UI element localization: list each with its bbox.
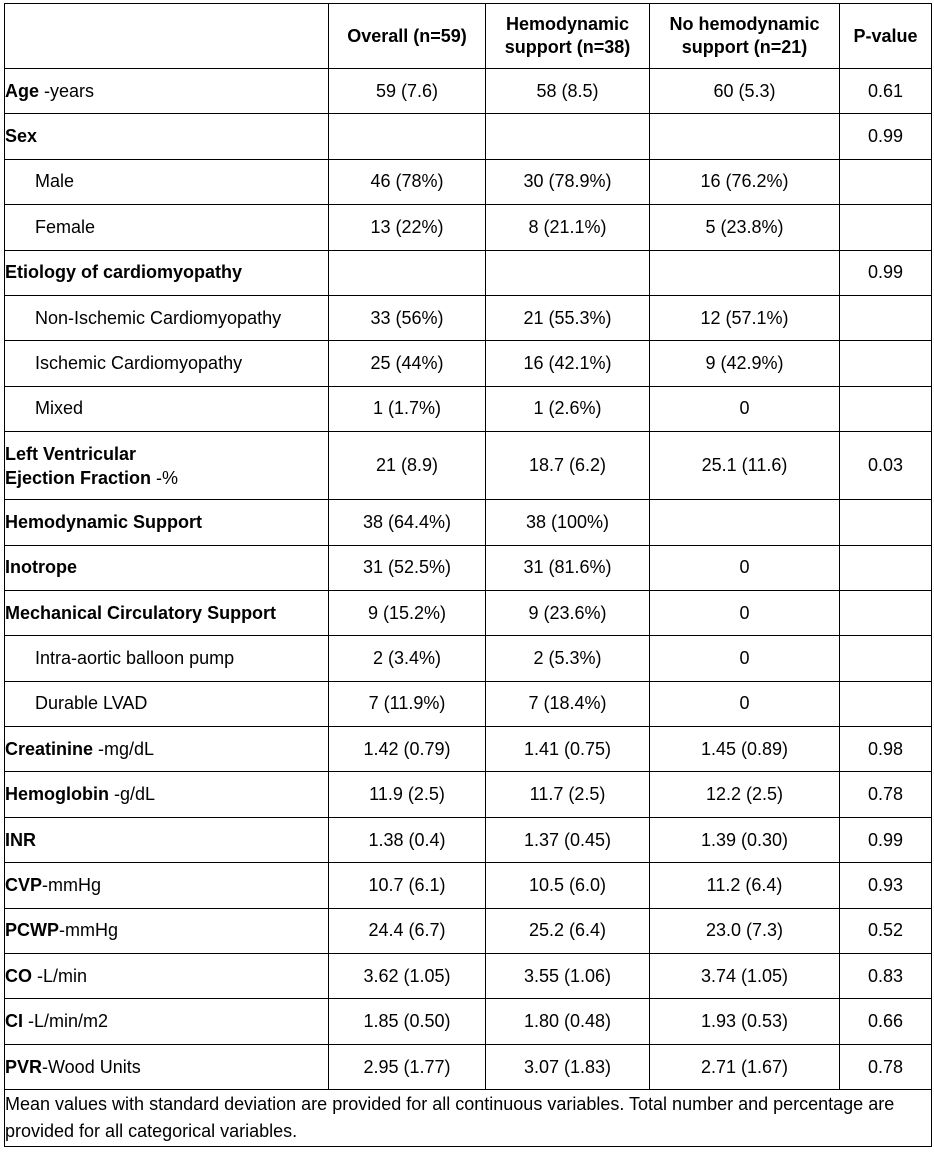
row-label-bold: Sex [5, 126, 38, 147]
cell-p-value: 0.78 [840, 772, 932, 817]
table-row [5, 636, 932, 681]
cell-overall: 10.7 (6.1) [329, 863, 486, 908]
cell-overall: 11.9 (2.5) [329, 772, 486, 817]
cell-p-value [840, 159, 932, 204]
cell-no-hemodynamic [650, 250, 840, 295]
row-label: Male [5, 159, 329, 204]
cell-hemodynamic: 3.55 (1.06) [486, 954, 650, 999]
row-label [5, 863, 329, 908]
row-label-bold: Inotrope [5, 557, 77, 578]
cell-overall: 9 (15.2%) [329, 590, 486, 635]
cell-p-value [840, 386, 932, 431]
table-row [5, 500, 932, 545]
row-label-bold: CI [5, 1011, 23, 1032]
cell-no-hemodynamic [650, 500, 840, 545]
cell-p-value: 0.98 [840, 727, 932, 772]
header-hemodynamic-support [486, 4, 650, 69]
cell-overall: 1.38 (0.4) [329, 817, 486, 862]
cell-no-hemodynamic: 16 (76.2%) [650, 159, 840, 204]
cell-p-value [840, 295, 932, 340]
cell-no-hemodynamic: 25.1 (11.6) [650, 432, 840, 500]
table-row [5, 954, 932, 999]
row-label: Durable LVAD [5, 681, 329, 726]
cell-overall: 59 (7.6) [329, 69, 486, 114]
cell-no-hemodynamic: 0 [650, 386, 840, 431]
cell-overall: 24.4 (6.7) [329, 908, 486, 953]
table-row [5, 999, 932, 1044]
cell-hemodynamic: 1.41 (0.75) [486, 727, 650, 772]
cell-p-value: 0.66 [840, 999, 932, 1044]
row-label-unit: -years [39, 80, 95, 101]
cell-p-value: 0.93 [840, 863, 932, 908]
cell-hemodynamic: 58 (8.5) [486, 69, 650, 114]
cell-p-value [840, 341, 932, 386]
cell-no-hemodynamic: 11.2 (6.4) [650, 863, 840, 908]
cell-hemodynamic: 9 (23.6%) [486, 590, 650, 635]
row-label-unit: -L/min/m2 [23, 1011, 109, 1032]
table-row [5, 341, 932, 386]
cell-hemodynamic [486, 250, 650, 295]
cell-no-hemodynamic: 1.39 (0.30) [650, 817, 840, 862]
cell-hemodynamic: 38 (100%) [486, 500, 650, 545]
row-label [5, 908, 329, 953]
row-label [5, 1044, 329, 1089]
cell-overall: 1.85 (0.50) [329, 999, 486, 1044]
cell-no-hemodynamic: 0 [650, 545, 840, 590]
cell-p-value [840, 681, 932, 726]
cell-p-value: 0.03 [840, 432, 932, 500]
table-row [5, 159, 932, 204]
cell-hemodynamic: 8 (21.1%) [486, 205, 650, 250]
row-label [5, 432, 329, 500]
cell-overall: 21 (8.9) [329, 432, 486, 500]
row-label: Non-Ischemic Cardiomyopathy [5, 295, 329, 340]
cell-p-value: 0.99 [840, 817, 932, 862]
cell-no-hemodynamic: 9 (42.9%) [650, 341, 840, 386]
row-label-unit: -mmHg [59, 920, 118, 941]
cell-no-hemodynamic: 1.45 (0.89) [650, 727, 840, 772]
header-no-hemodynamic-support [650, 4, 840, 69]
row-label [5, 590, 329, 635]
cell-hemodynamic: 11.7 (2.5) [486, 772, 650, 817]
header-p-value: P-value [840, 4, 932, 69]
table-row [5, 727, 932, 772]
row-label-bold: CVP [5, 874, 43, 895]
row-label [5, 250, 329, 295]
row-label-bold: Mechanical Circulatory Support [5, 602, 277, 623]
cell-hemodynamic: 25.2 (6.4) [486, 908, 650, 953]
cell-no-hemodynamic: 23.0 (7.3) [650, 908, 840, 953]
header-row [5, 4, 932, 69]
table-row [5, 114, 932, 159]
row-label [5, 545, 329, 590]
cell-no-hemodynamic: 0 [650, 590, 840, 635]
cell-p-value: 0.99 [840, 250, 932, 295]
cell-overall [329, 250, 486, 295]
cell-no-hemodynamic: 3.74 (1.05) [650, 954, 840, 999]
cell-no-hemodynamic: 2.71 (1.67) [650, 1044, 840, 1089]
cell-hemodynamic: 1.80 (0.48) [486, 999, 650, 1044]
cell-hemodynamic: 16 (42.1%) [486, 341, 650, 386]
cell-overall: 25 (44%) [329, 341, 486, 386]
cell-p-value [840, 636, 932, 681]
row-label-bold: Age [5, 80, 40, 101]
cell-overall: 46 (78%) [329, 159, 486, 204]
table-row [5, 386, 932, 431]
header-variable [5, 4, 329, 69]
row-label-bold: Etiology of cardiomyopathy [5, 262, 243, 283]
cell-overall [329, 114, 486, 159]
cell-hemodynamic: 7 (18.4%) [486, 681, 650, 726]
header-nohemo-line2: support (n=21) [681, 37, 808, 57]
row-label-bold-line2: Ejection Fraction [5, 467, 152, 488]
row-label [5, 772, 329, 817]
row-label-bold: Hemoglobin [5, 784, 109, 805]
cell-no-hemodynamic [650, 114, 840, 159]
table-row [5, 432, 932, 500]
table-row [5, 250, 932, 295]
header-hemo-line1: Hemodynamic [505, 14, 630, 34]
table-row [5, 817, 932, 862]
header-hemo-line2: support (n=38) [504, 37, 631, 57]
cell-p-value: 0.61 [840, 69, 932, 114]
table-footnote: Mean values with standard deviation are provided for all continuous variables. Total number and percentage are provided for all categorical variables. [5, 1090, 932, 1147]
cell-no-hemodynamic: 0 [650, 636, 840, 681]
row-label: Female [5, 205, 329, 250]
cell-no-hemodynamic: 60 (5.3) [650, 69, 840, 114]
cell-p-value [840, 590, 932, 635]
cell-no-hemodynamic: 1.93 (0.53) [650, 999, 840, 1044]
table-row [5, 590, 932, 635]
row-label-bold-line1: Left Ventricular [5, 443, 137, 464]
row-label [5, 114, 329, 159]
cell-hemodynamic: 18.7 (6.2) [486, 432, 650, 500]
header-overall: Overall (n=59) [329, 4, 486, 69]
cell-overall: 7 (11.9%) [329, 681, 486, 726]
cell-p-value: 0.99 [840, 114, 932, 159]
row-label [5, 954, 329, 999]
row-label [5, 999, 329, 1044]
cell-overall: 2.95 (1.77) [329, 1044, 486, 1089]
row-label [5, 500, 329, 545]
table-row [5, 863, 932, 908]
row-label-unit: -mmHg [42, 874, 102, 895]
cell-overall: 13 (22%) [329, 205, 486, 250]
cell-hemodynamic: 3.07 (1.83) [486, 1044, 650, 1089]
table-row [5, 1044, 932, 1089]
row-label [5, 69, 329, 114]
cell-p-value [840, 205, 932, 250]
row-label-bold: PVR [5, 1056, 43, 1077]
cell-no-hemodynamic: 0 [650, 681, 840, 726]
row-label: Ischemic Cardiomyopathy [5, 341, 329, 386]
row-label-unit: -Wood Units [42, 1056, 141, 1077]
cell-p-value: 0.52 [840, 908, 932, 953]
cell-overall: 3.62 (1.05) [329, 954, 486, 999]
cell-hemodynamic: 21 (55.3%) [486, 295, 650, 340]
row-label-unit: -% [151, 467, 179, 488]
cell-hemodynamic: 30 (78.9%) [486, 159, 650, 204]
row-label-unit: -g/dL [109, 784, 156, 805]
row-label [5, 817, 329, 862]
cell-hemodynamic: 31 (81.6%) [486, 545, 650, 590]
row-label [5, 727, 329, 772]
table-row [5, 545, 932, 590]
row-label-bold: PCWP [5, 920, 59, 941]
cell-overall: 31 (52.5%) [329, 545, 486, 590]
cell-p-value: 0.78 [840, 1044, 932, 1089]
cell-overall: 1 (1.7%) [329, 386, 486, 431]
row-label-bold: CO [5, 965, 32, 986]
header-nohemo-line1: No hemodynamic [669, 14, 820, 34]
cell-hemodynamic [486, 114, 650, 159]
row-label-bold: Hemodynamic Support [5, 511, 203, 532]
cell-no-hemodynamic: 12 (57.1%) [650, 295, 840, 340]
cell-overall: 38 (64.4%) [329, 500, 486, 545]
cell-no-hemodynamic: 5 (23.8%) [650, 205, 840, 250]
row-label-bold: Creatinine [5, 738, 94, 759]
baseline-characteristics-table [4, 3, 932, 1147]
cell-no-hemodynamic: 12.2 (2.5) [650, 772, 840, 817]
row-label-unit: -mg/dL [93, 738, 155, 759]
cell-overall: 1.42 (0.79) [329, 727, 486, 772]
cell-hemodynamic: 1 (2.6%) [486, 386, 650, 431]
cell-overall: 2 (3.4%) [329, 636, 486, 681]
table-row [5, 681, 932, 726]
cell-p-value: 0.83 [840, 954, 932, 999]
table-row [5, 295, 932, 340]
footnote-row [5, 1090, 932, 1147]
row-label-bold: INR [5, 829, 36, 850]
table-row [5, 908, 932, 953]
row-label: Mixed [5, 386, 329, 431]
cell-overall: 33 (56%) [329, 295, 486, 340]
cell-p-value [840, 545, 932, 590]
row-label: Intra-aortic balloon pump [5, 636, 329, 681]
cell-hemodynamic: 10.5 (6.0) [486, 863, 650, 908]
row-label-unit: -L/min [32, 965, 88, 986]
cell-p-value [840, 500, 932, 545]
cell-hemodynamic: 1.37 (0.45) [486, 817, 650, 862]
table-row [5, 205, 932, 250]
cell-hemodynamic: 2 (5.3%) [486, 636, 650, 681]
table-row [5, 772, 932, 817]
table-row [5, 69, 932, 114]
